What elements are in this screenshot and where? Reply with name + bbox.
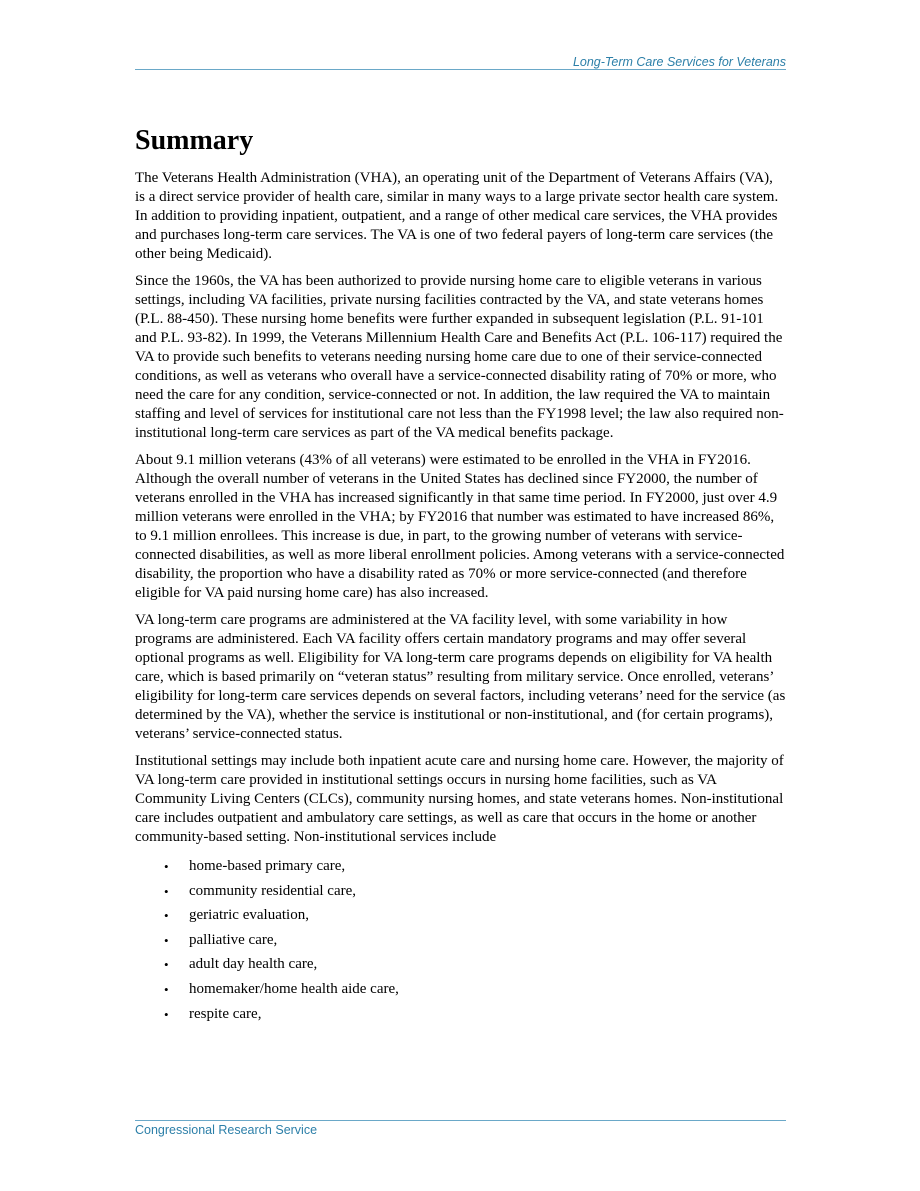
paragraph-history: Since the 1960s, the VA has been authorized to provide nursing home care to eligible veterans in various settings, including VA facilities, private nursing facilities contracted by the VA, and state veterans homes (P.L. 88-450). These nursing home benefits were further expanded in subsequent legislation (P.L. 91-101 and P.L. 93-82). In 1999, the Veterans Millennium Health Care and Benefits Act (P.L. 106-117) required the VA to provide such benefits to veterans needing nursing home care due to one of their service-connected conditions, as well as veterans who overall have a service-connected disability rating of 70% or more, who need the care for any condition, service-connected or not. In addition, the law required the VA to maintain staffing and level of services for institutional care not less than the FY1998 level; the law also required non-institutional long-term care services as part of the VA medical benefits package. <box>135 273 784 441</box>
bullet-icon: • <box>164 908 169 924</box>
list-item <box>135 955 786 980</box>
list-item-text: palliative care, <box>189 931 278 948</box>
section-title: Summary <box>135 125 254 156</box>
bullet-icon: • <box>164 957 169 973</box>
page-content <box>135 124 786 1029</box>
list-item <box>135 980 786 1005</box>
running-header: Long-Term Care Services for Veterans <box>572 55 786 69</box>
running-footer: Congressional Research Service <box>135 1123 318 1137</box>
bullet-icon: • <box>164 932 169 948</box>
list-item-text: respite care, <box>189 1005 262 1022</box>
paragraph-settings: Institutional settings may include both inpatient acute care and nursing home care. However, the majority of VA long-term care provided in institutional settings occurs in nursing home facilities, such as VA Community Living Centers (CLCs), community nursing homes, and state veterans homes. Non-institutional care includes outpatient and ambulatory care settings, as well as care that occurs in the home or another community-based setting. Non-institutional services include <box>135 753 784 845</box>
paragraph-enrollment: About 9.1 million veterans (43% of all veterans) were estimated to be enrolled in the VHA in FY2016. Although the overall number of veterans in the United States has declined since FY2000, the number of veterans enrolled in the VHA has increased significantly in that same time period. In FY2000, just over 4.9 million veterans were enrolled in the VHA; by FY2016 that number was estimated to have increased 86%, to 9.1 million enrollees. This increase is due, in part, to the growing number of veterans with service-connected disabilities, as well as more liberal enrollment policies. Among veterans with a service-connected disability, the proportion who have a disability rated as 70% or more service-connected (and therefore eligible for VA paid nursing home care) has also increased. <box>135 452 785 601</box>
list-item-text: homemaker/home health aide care, <box>189 980 399 997</box>
list-item <box>135 1005 786 1030</box>
bullet-icon: • <box>164 883 169 899</box>
list-item <box>135 931 786 956</box>
paragraph-eligibility: VA long-term care programs are administered at the VA facility level, with some variability in how programs are administered. Each VA facility offers certain mandatory programs and may offer several optional programs as well. Eligibility for VA long-term care programs depends on eligibility for VA health care, which is based primarily on “veteran status” resulting from military service. Once enrolled, veterans’ eligibility for long-term care services depends on several factors, including veterans’ need for the service (as determined by the VA), whether the service is institutional or non-institutional, and (for certain programs), veterans’ service-connected status. <box>135 612 786 742</box>
bullet-icon: • <box>164 981 169 997</box>
list-item-text: geriatric evaluation, <box>189 907 309 924</box>
list-item-text: adult day health care, <box>189 956 318 973</box>
list-item-text: community residential care, <box>189 882 357 899</box>
bullet-icon: • <box>164 859 169 874</box>
list-item-text: home-based primary care, <box>189 858 346 874</box>
list-item <box>135 906 786 931</box>
paragraph-intro: The Veterans Health Administration (VHA), an operating unit of the Department of Veterans Affairs (VA), is a direct service provider of health care, similar in many ways to a large private sector health care system. In addition to providing inpatient, outpatient, and a range of other medical care services, the VHA provides and purchases long-term care services. The VA is one of two federal payers of long-term care services (the other being Medicaid). <box>135 170 779 262</box>
header-rule <box>135 69 786 70</box>
footer-rule <box>135 1120 786 1121</box>
list-item <box>135 882 786 907</box>
bullet-icon: • <box>164 1006 169 1022</box>
services-list <box>135 857 786 1029</box>
list-item <box>135 857 786 882</box>
